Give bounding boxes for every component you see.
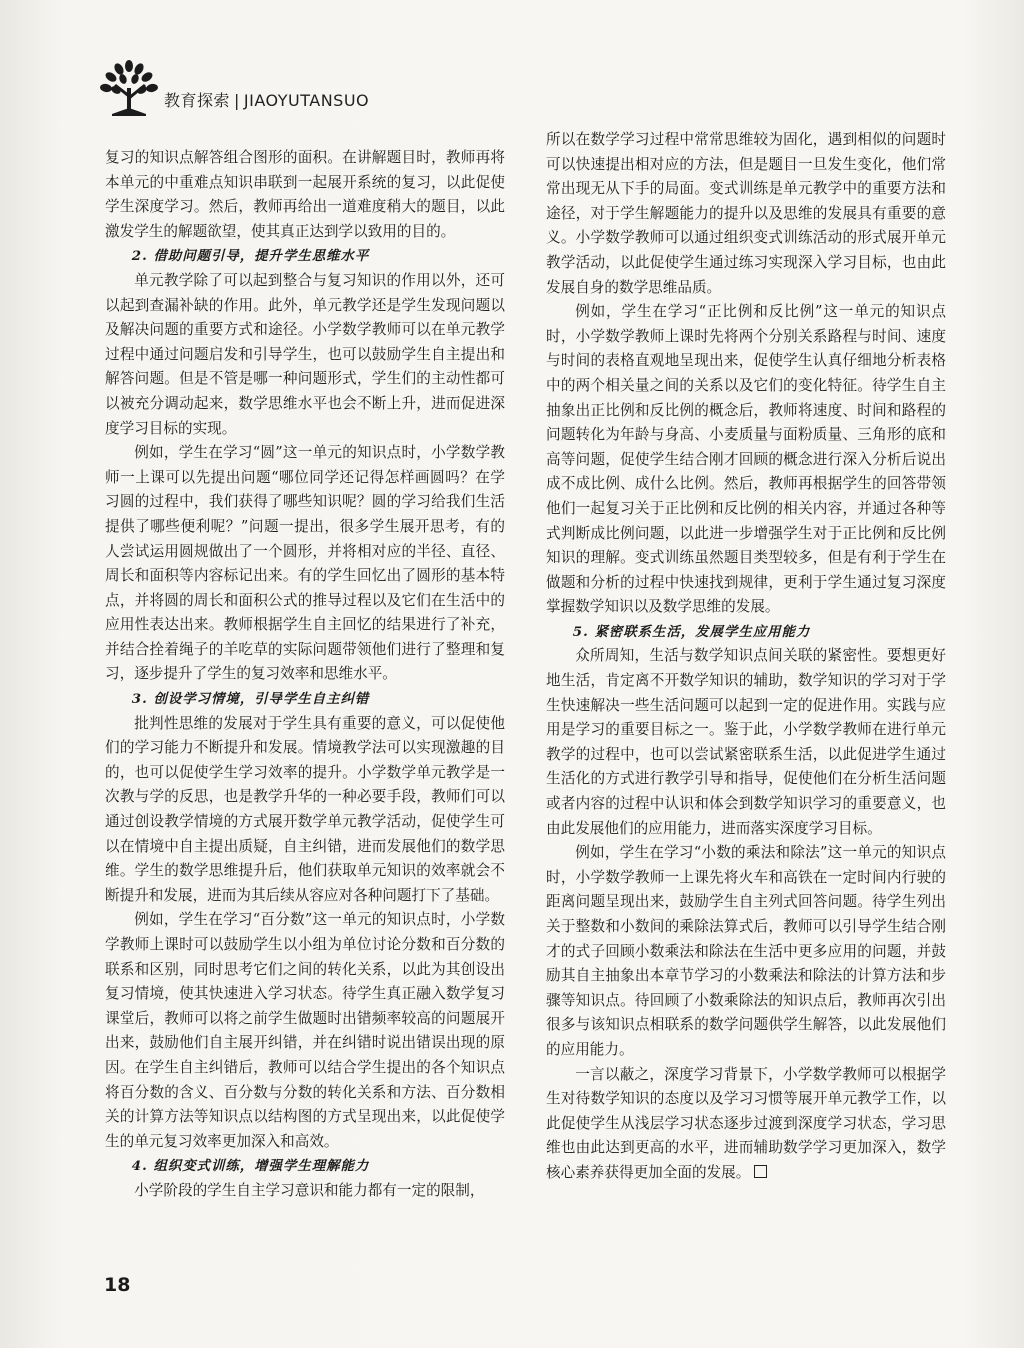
brand-en: JIAOYUTANSUO — [243, 91, 370, 110]
left-column — [105, 146, 505, 1204]
right-column — [546, 128, 946, 1186]
page-number: 18 — [104, 1274, 131, 1296]
section-heading: 2. 借助问题引导，提升学生思维水平 — [131, 248, 370, 265]
section-heading: 5. 紧密联系生活，发展学生应用能力 — [572, 623, 811, 640]
paragraph: 批判性思维的发展对于学生具有重要的意义，可以促使他们的学习能力不断提升和发展。情境教学法可以实现激趣的目的，也可以促使学生学习效率的提升。小学数学单元教学是一次教与学的反思，也是教学升华的一种必要手段，教师们可以通过创设教学情境的方式展开数学单元教学活动，促使学生可以在情境中自主提出质疑，自主纠错，进而发展他们的数学思维。学生的数学思维提升后，他们获取单元知识的效率就会不断提升和发展，进而为其后续从容应对各种问题打下了基础。 — [105, 714, 505, 904]
paragraph: 复习的知识点解答组合图形的面积。在讲解题目时，教师再将本单元的中重难点知识串联到一起展开系统的复习，以此促使学生深度学习。然后，教师再给出一道难度稍大的题目，以此激发学生的解题欲望，使其真正达到学以致用的目的。 — [105, 149, 505, 240]
conclusion-text: 一言以蔽之，深度学习背景下，小学数学教师可以根据学生对待数学知识的态度以及学习习惯等展开单元教学工作，以此促使学生从浅层学习状态逐步过渡到深度学习状态，学习思维也由此达到更高的水平，进而辅助数学学习更加深入，数学核心素养获得更加全面的发展。 — [546, 1065, 946, 1181]
page-header — [100, 58, 500, 118]
paragraph: 例如，学生在学习“圆”这一单元的知识点时，小学数学教师一上课可以先提出问题“哪位同学还记得怎样画圆吗？在学习圆的过程中，我们获得了哪些知识呢？圆的学习给我们生活提供了哪些便利呢？”问题一提出，很多学生展开思考，有的人尝试运用圆规做出了一个圆形，并将相对应的半径、直径、周长和面积等内容标记出来。有的学生回忆出了圆形的基本特点，并将圆的周长和面积公式的推导过程以及它们在生活中的应用性表达出来。教师根据学生自主回忆的结果进行了补充，并结合拴着绳子的羊吃草的实际问题带领他们进行了整理和复习，逐步提升了学生的复习效率和思维水平。 — [105, 444, 505, 683]
section-heading: 4. 组织变式训练，增强学生理解能力 — [131, 1158, 370, 1175]
section-heading: 3. 创设学习情境，引导学生自主纠错 — [131, 691, 370, 708]
paragraph: 例如，学生在学习“正比例和反比例”这一单元的知识点时，小学数学教师上课时先将两个分别关系路程与时间、速度与时间的表格直观地呈现出来，促使学生认真仔细地分析表格中的两个相关量之间的关系以及它们的变化特征。待学生自主抽象出正比例和反比例的概念后，教师将速度、时间和路程的问题转化为年龄与身高、小麦质量与面粉质量、三角形的底和高等问题，促使学生结合刚才回顾的概念进行深入分析后说出成不成比例、成什么比例。然后，教师再根据学生的回答带领他们一起复习关于正比例和反比例的相关内容，并通过各种等式判断成比例问题，以此进一步增强学生对于正比例和反比例知识的理解。变式训练虽然题目类型较多，但是有利于学生在做题和分析的过程中快速找到规律，更利于学生通过复习深度掌握数学知识以及数学思维的发展。 — [546, 303, 946, 616]
tree-logo-icon — [100, 58, 158, 116]
brand-cn: 教育探索 — [164, 91, 231, 110]
end-of-article-box-icon — [754, 1165, 767, 1178]
paragraph: 单元教学除了可以起到整合与复习知识的作用以外，还可以起到查漏补缺的作用。此外，单元教学还是学生发现问题以及解决问题的重要方式和途径。小学数学教师可以在单元教学过程中通过问题启发和引导学生，也可以鼓励学生自主提出和解答问题。但是不管是哪一种问题形式，学生们的主动性都可以被充分调动起来，数学思维水平也会不断上升，进而促进深度学习目标的实现。 — [105, 271, 505, 437]
paragraph: 小学阶段的学生自主学习意识和能力都有一定的限制， — [134, 1181, 485, 1199]
brand-separator: | — [234, 91, 240, 110]
paragraph-final — [546, 1063, 946, 1186]
paragraph: 所以在数学学习过程中常常思维较为固化，遇到相似的问题时可以快速提出相对应的方法，但是题目一旦发生变化，他们常常出现无从下手的局面。变式训练是单元教学中的重要方法和途径，对于学生解题能力的提升以及思维的发展具有重要的意义。小学数学教师可以通过组织变式训练活动的形式展开单元教学活动，以此促使学生通过练习实现深入学习目标，也由此发展自身的数学思维品质。 — [546, 131, 946, 296]
journal-brand — [164, 88, 369, 111]
paragraph: 众所周知，生活与数学知识点间关联的紧密性。要想更好地生活，肯定离不开数学知识的辅助，数学知识的学习对于学生快速解决一些生活问题可以起到一定的促进作用。实践与应用是学习的重要目标之一。鉴于此，小学数学教师在进行单元教学的过程中，也可以尝试紧密联系生活，以此促进学生通过生活化的方式进行教学引导和指导，促使他们在分析生活问题或者内容的过程中认识和体会到数学知识学习的重要意义，也由此发展他们的应用能力，进而落实深度学习目标。 — [546, 647, 946, 837]
paragraph: 例如，学生在学习“小数的乘法和除法”这一单元的知识点时，小学数学教师一上课先将火车和高铁在一定时间内行驶的距离问题呈现出来，鼓励学生自主列式回答问题。待学生列出关于整数和小数间的乘除法算式后，教师可以引导学生结合刚才的式子回顾小数乘法和除法在生活中更多应用的问题，并鼓励其自主抽象出本章节学习的小数乘法和除法的计算方法和步骤等知识点。待回顾了小数乘除法的知识点后，教师再次引出很多与该知识点相联系的数学问题供学生解答，以此发展他们的应用能力。 — [546, 844, 946, 1058]
paragraph: 例如，学生在学习“百分数”这一单元的知识点时，小学数学教师上课时可以鼓励学生以小组为单位讨论分数和百分数的联系和区别，同时思考它们之间的转化关系，以此为其创设出复习情境，使其快速进入学习状态。待学生真正融入数学复习课堂后，教师可以将之前学生做题时出错频率较高的问题展开出来，鼓励他们自主展开纠错，并在纠错时说出错误出现的原因。在学生自主纠错后，教师可以结合学生提出的各个知识点将百分数的含义、百分数与分数的转化关系和方法、百分数相关的计算方法等知识点以结构图的方式呈现出来，以此促使学生的单元复习效率更加深入和高效。 — [105, 911, 505, 1150]
